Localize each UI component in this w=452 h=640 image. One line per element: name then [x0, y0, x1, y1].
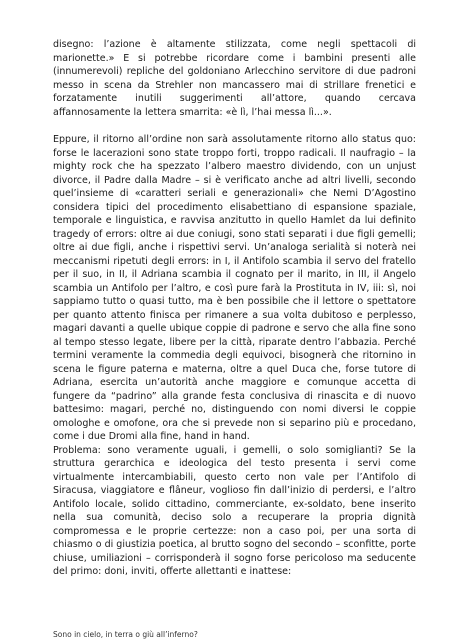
paragraph-gap — [53, 119, 416, 133]
paragraph-1: disegno: l’azione è altamente stilizzata, come negli spettacoli di marionette.» E si potrebbe ricordare come i bambini presenti alle (innumerevoli) repliche del goldoniano Arlecchino servitore di due padroni messo in scena da Strehler non mancassero mai di strillare frenetici e forzatamente inutili suggerimenti all’attore, quando cercava affannosamente la lettera smarrita: «è lì, l’hai messa lì...». — [53, 39, 416, 118]
paragraph-2: Eppure, il ritorno all’ordine non sarà assolutamente ritorno allo status quo: forse le lacerazioni sono state troppo forti, troppo radicali. Il naufragio – la mighty rock che ha spezzato l’albero maestro dividendo, con un unjust divorce, il Padre dalla Madre – si è verificato anche ad altri livelli, secondo quel’insieme di «caratteri seriali e generazionali» che Nemi D’Agostino considera tipici del procedimento elisabettiano di espansione spaziale, temporale e linguistica, e ravvisa anzitutto in quello Hamlet da lui definito tragedy of errors: oltre ai due coniugi, sono stati separati i due figli gemelli; oltre ai due figli, anche i rispettivi servi. Un’analoga serialità si noterà nei meccanismi ripetuti degli errors: in I, il Antifolo scambia il servo del fratello per il suo, in II, il Adriana scambia il cognato per il marito, in III, il Angelo scambia un Antifolo per l’altro, e così pure farà la Prostituta in IV, iii: sì, noi sappiamo tutto o quasi tutto, ma è ben possibile che il lettore o spettatore per quanto attento finisca per rimanere a sua volta dubitoso e perplesso, magari davanti a quelle ubique coppie di padrone e servo che alla fine sono al tempo stesso legate, libere per la città, riparate dentro l’abbazia. Perché termini veramente la commedia degli equivoci, bisognerà che ritornino in scena le figure paterna e materna, oltre a quel Duca che, forse tutore di Adriana, esercita un’autorità anche maggiore e comunque accetta di fungere da “padrino” alla grande festa conclusiva di rinascita e di nuovo battesimo: magari, perché no, distinguendo con nomi diversi le coppie omologhe e omofone, ora che si prevede non si separino più e procedano, come i due Dromi alla fine, hand in hand. — [53, 134, 416, 442]
paragraph-3: Problema: sono veramente uguali, i gemelli, o solo somiglianti? Se la struttura gerarchica e ideologica del testo presenta i servi come virtualmente intercambiabili, questo certo non vale per l’Antifolo di Siracusa, viaggiatore e flâneur, voglioso fin dall’inizio di perdersi, e l’altro Antifolo locale, solido cittadino, commerciante, ex-soldato, bene inserito nella sua comunità, deciso solo a recuperare la propria dignità compromessa e le proprie certezze: non a caso poi, per una sorta di chiasmo o di giustizia poetica, al brutto sogno del secondo – sconfitte, porte chiuse, umiliazioni – corrisponderà il sogno forse pericoloso ma seducente del primo: doni, inviti, offerte allettanti e inattese: — [53, 444, 416, 577]
page-body — [53, 38, 416, 579]
cutoff-text-line: Sono in cielo, in terra o giù all’inferno? — [53, 630, 198, 639]
